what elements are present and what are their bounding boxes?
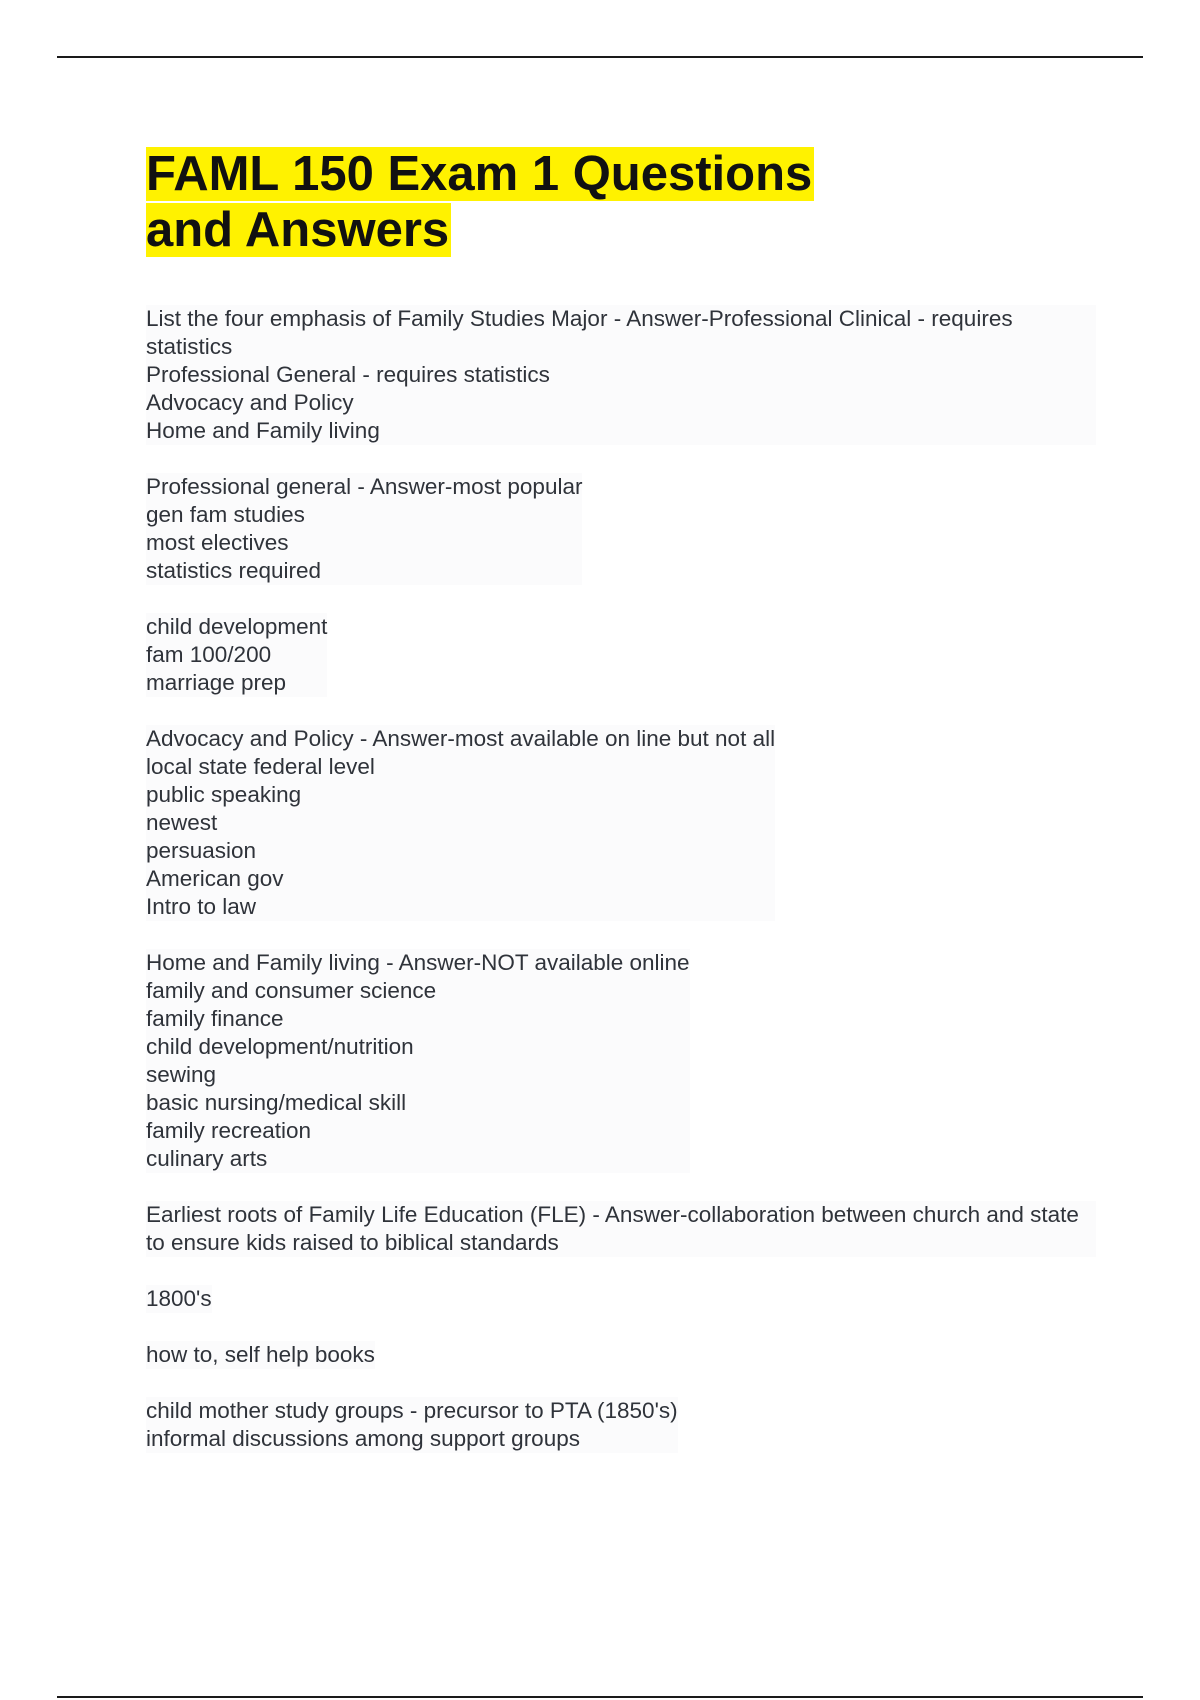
text-line: Advocacy and Policy <box>146 390 354 415</box>
text-line: child mother study groups - precursor to PTA (1850's) <box>146 1398 678 1423</box>
text-line: how to, self help books <box>146 1342 375 1367</box>
qa-block <box>146 725 1096 921</box>
text-line: Earliest roots of Family Life Education (FLE) - Answer-collaboration between church and state to ensure kids raised to biblical standards <box>146 1202 1079 1255</box>
qa-block-text <box>146 1397 678 1453</box>
text-line: gen fam studies <box>146 502 305 527</box>
qa-block-text <box>146 613 327 697</box>
text-line: newest <box>146 810 218 835</box>
text-line: local state federal level <box>146 754 375 779</box>
qa-block <box>146 305 1096 445</box>
text-line: statistics required <box>146 558 322 583</box>
qa-list <box>146 305 1096 1453</box>
text-line: List the four emphasis of Family Studies Major - Answer-Professional Clinical - requires statistics <box>146 306 1013 359</box>
qa-block <box>146 473 1096 585</box>
text-line: marriage prep <box>146 670 287 695</box>
text-line: family finance <box>146 1006 284 1031</box>
qa-block <box>146 949 1096 1173</box>
qa-block <box>146 1201 1096 1257</box>
top-rule <box>57 56 1143 58</box>
text-line: sewing <box>146 1062 217 1087</box>
text-line: public speaking <box>146 782 302 807</box>
text-line: American gov <box>146 866 284 891</box>
text-line: Home and Family living <box>146 418 380 443</box>
bottom-rule <box>57 1696 1143 1698</box>
page-title <box>146 146 906 258</box>
qa-block-text <box>146 1285 212 1313</box>
text-line: Professional General - requires statistics <box>146 362 550 387</box>
text-line: informal discussions among support groups <box>146 1426 580 1451</box>
document-body <box>146 146 1096 1481</box>
text-line: basic nursing/medical skill <box>146 1090 407 1115</box>
qa-block-text <box>146 305 1096 445</box>
text-line: fam 100/200 <box>146 642 272 667</box>
text-line: family recreation <box>146 1118 312 1143</box>
text-line: family and consumer science <box>146 978 437 1003</box>
text-line: child development <box>146 614 328 639</box>
qa-block <box>146 613 1096 697</box>
title-highlight: FAML 150 Exam 1 Questions and Answers <box>146 147 813 257</box>
text-line: child development/nutrition <box>146 1034 414 1059</box>
text-line: Advocacy and Policy - Answer-most available on line but not all <box>146 726 776 751</box>
qa-block-text <box>146 1341 375 1369</box>
qa-block-text <box>146 1201 1096 1257</box>
text-line: persuasion <box>146 838 257 863</box>
qa-block <box>146 1397 1096 1453</box>
qa-block-text <box>146 725 775 921</box>
text-line: culinary arts <box>146 1146 268 1171</box>
qa-block-text <box>146 949 690 1173</box>
text-line: 1800's <box>146 1286 212 1311</box>
text-line: Intro to law <box>146 894 257 919</box>
text-line: Professional general - Answer-most popular <box>146 474 583 499</box>
qa-block <box>146 1341 1096 1369</box>
text-line: Home and Family living - Answer-NOT available online <box>146 950 690 975</box>
qa-block <box>146 1285 1096 1313</box>
text-line: most electives <box>146 530 289 555</box>
qa-block-text <box>146 473 582 585</box>
